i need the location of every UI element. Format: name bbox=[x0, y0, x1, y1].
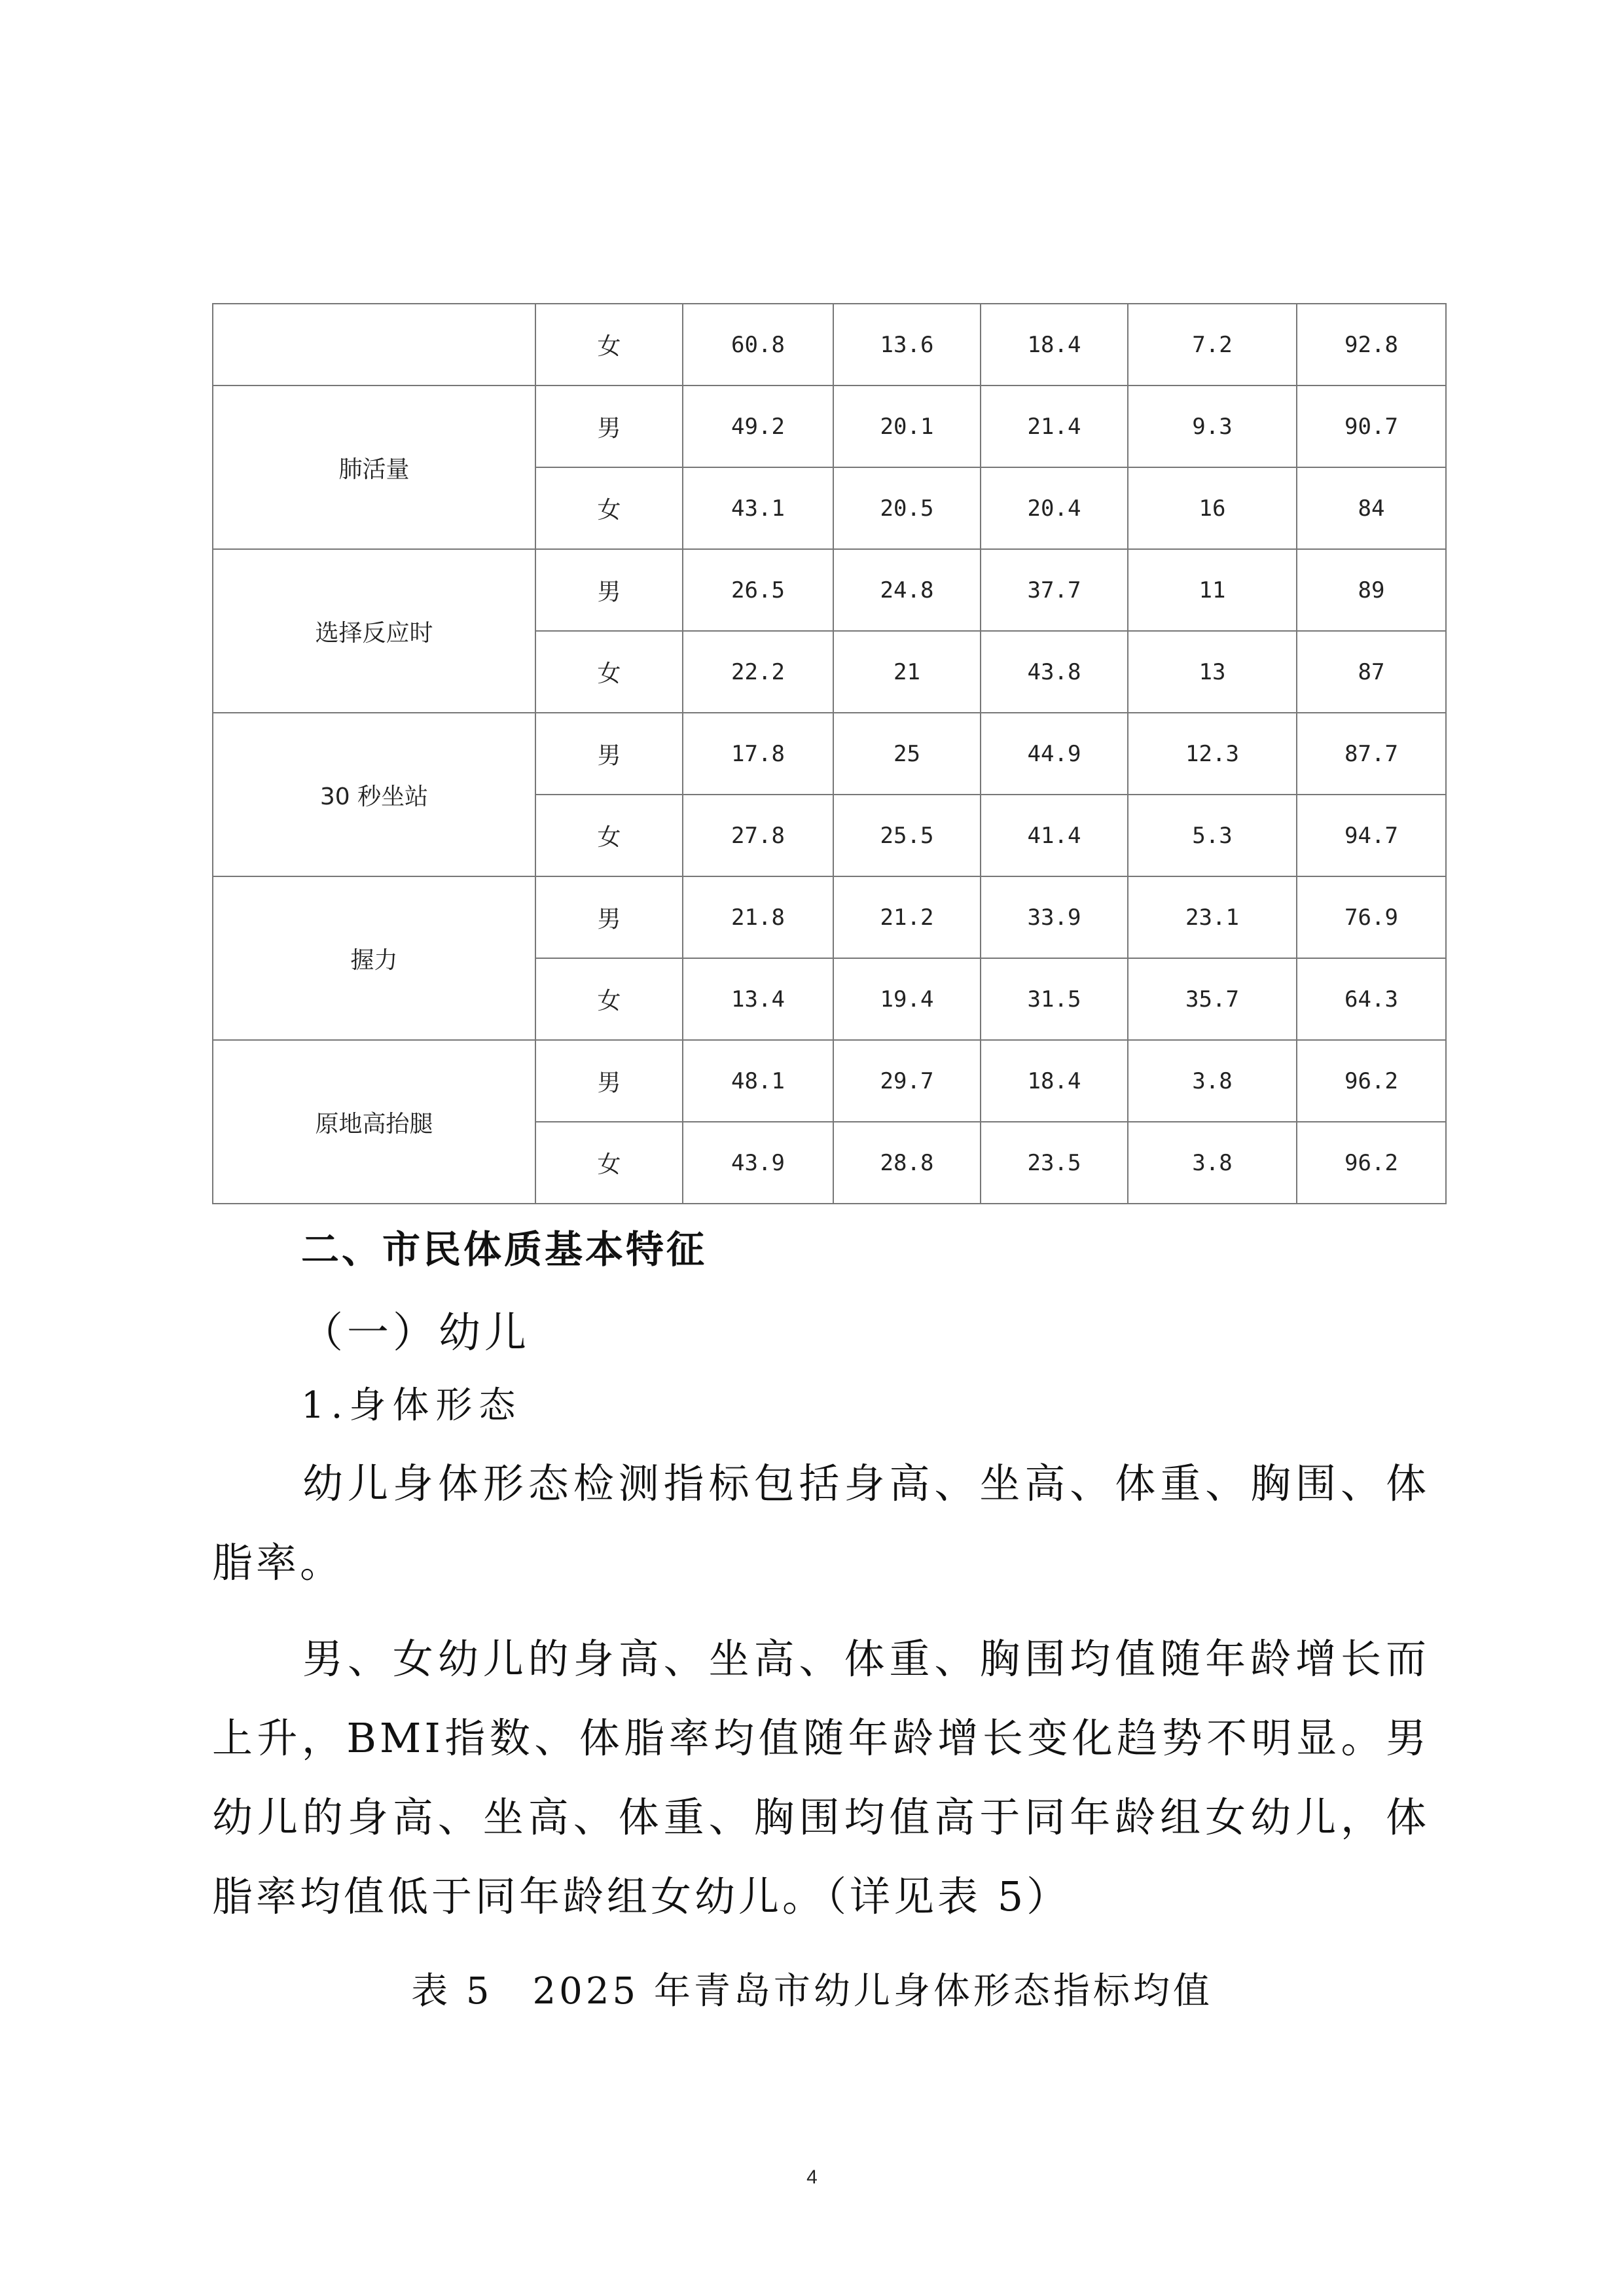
paragraph: 幼儿身体形态检测指标包括身高、坐高、体重、胸围、体脂率。 bbox=[212, 1460, 1430, 1587]
table-cell-value: 20.4 bbox=[981, 467, 1128, 549]
table-cell-value: 25.5 bbox=[833, 795, 981, 876]
table-cell-value: 35.7 bbox=[1128, 958, 1297, 1040]
table-cell-value: 16 bbox=[1128, 467, 1297, 549]
table-cell-value: 43.8 bbox=[981, 631, 1128, 713]
table-cell-sex: 男 bbox=[535, 713, 683, 795]
table-cell-value: 19.4 bbox=[833, 958, 981, 1040]
table-cell-value: 90.7 bbox=[1297, 386, 1446, 467]
table-cell-value: 3.8 bbox=[1128, 1040, 1297, 1122]
table-cell-value: 23.1 bbox=[1128, 876, 1297, 958]
table-cell-value: 3.8 bbox=[1128, 1122, 1297, 1204]
table-cell-value: 25 bbox=[833, 713, 981, 795]
table-cell-sex: 女 bbox=[535, 958, 683, 1040]
table-row bbox=[213, 876, 1446, 958]
table-cell-value: 26.5 bbox=[683, 549, 833, 631]
table-row bbox=[213, 1040, 1446, 1122]
table-cell-value: 17.8 bbox=[683, 713, 833, 795]
table-cell-value: 18.4 bbox=[981, 304, 1128, 386]
table-cell-value: 18.4 bbox=[981, 1040, 1128, 1122]
page-number: 4 bbox=[806, 2166, 818, 2188]
table-cell-category: 选择反应时 bbox=[213, 549, 535, 713]
table-cell-value: 87 bbox=[1297, 631, 1446, 713]
table-cell-value: 49.2 bbox=[683, 386, 833, 467]
table-cell-value: 41.4 bbox=[981, 795, 1128, 876]
table-cell-value: 96.2 bbox=[1297, 1040, 1446, 1122]
table-cell-value: 33.9 bbox=[981, 876, 1128, 958]
table-cell-value: 11 bbox=[1128, 549, 1297, 631]
table-cell-value: 28.8 bbox=[833, 1122, 981, 1204]
table-cell-value: 21.8 bbox=[683, 876, 833, 958]
table-cell-value: 96.2 bbox=[1297, 1122, 1446, 1204]
table-cell-value: 27.8 bbox=[683, 795, 833, 876]
table-cell-category: 30 秒坐站 bbox=[213, 713, 535, 876]
table-cell-value: 60.8 bbox=[683, 304, 833, 386]
table-cell-value: 22.2 bbox=[683, 631, 833, 713]
table-caption: 表 5 2025 年青岛市幼儿身体形态指标均值 bbox=[411, 1970, 1213, 2013]
table-body bbox=[213, 304, 1446, 1204]
table-row bbox=[213, 549, 1446, 631]
table-cell-value: 13.6 bbox=[833, 304, 981, 386]
table-cell-value: 87.7 bbox=[1297, 713, 1446, 795]
table-cell-sex: 女 bbox=[535, 795, 683, 876]
table-row bbox=[213, 386, 1446, 467]
table-cell-sex: 男 bbox=[535, 1040, 683, 1122]
table-cell-value: 21.2 bbox=[833, 876, 981, 958]
table-cell-value: 13.4 bbox=[683, 958, 833, 1040]
table-cell-value: 21 bbox=[833, 631, 981, 713]
table-cell-value: 94.7 bbox=[1297, 795, 1446, 876]
table-cell-value: 37.7 bbox=[981, 549, 1128, 631]
table-cell-sex: 女 bbox=[535, 304, 683, 386]
table-cell-value: 21.4 bbox=[981, 386, 1128, 467]
subheading: 1.身体形态 bbox=[301, 1384, 522, 1427]
table-cell-value: 84 bbox=[1297, 467, 1446, 549]
table-cell-sex: 女 bbox=[535, 631, 683, 713]
table-cell-sex: 女 bbox=[535, 1122, 683, 1204]
subsection-heading: （一）幼儿 bbox=[301, 1309, 530, 1357]
table-cell-value: 29.7 bbox=[833, 1040, 981, 1122]
table-cell-sex: 男 bbox=[535, 386, 683, 467]
table-cell-sex: 男 bbox=[535, 549, 683, 631]
table-cell-value: 31.5 bbox=[981, 958, 1128, 1040]
table-cell-value: 9.3 bbox=[1128, 386, 1297, 467]
table-cell-value: 13 bbox=[1128, 631, 1297, 713]
table-cell-sex: 女 bbox=[535, 467, 683, 549]
table-cell-value: 43.1 bbox=[683, 467, 833, 549]
table-cell-value: 64.3 bbox=[1297, 958, 1446, 1040]
table-cell-value: 48.1 bbox=[683, 1040, 833, 1122]
table-cell-value: 89 bbox=[1297, 549, 1446, 631]
table-cell-value: 12.3 bbox=[1128, 713, 1297, 795]
table-cell-value: 24.8 bbox=[833, 549, 981, 631]
table-cell-value: 43.9 bbox=[683, 1122, 833, 1204]
table-cell-category: 肺活量 bbox=[213, 386, 535, 549]
table-cell-value: 76.9 bbox=[1297, 876, 1446, 958]
table-cell-category: 握力 bbox=[213, 876, 535, 1040]
table-cell-value: 44.9 bbox=[981, 713, 1128, 795]
section-heading: 二、市民体质基本特征 bbox=[301, 1227, 708, 1272]
table-cell-value: 20.1 bbox=[833, 386, 981, 467]
table-row bbox=[213, 304, 1446, 386]
table-cell-value: 20.5 bbox=[833, 467, 981, 549]
table-cell-value: 5.3 bbox=[1128, 795, 1297, 876]
paragraph: 男、女幼儿的身高、坐高、体重、胸围均值随年龄增长而上升，BMI指数、体脂率均值随年龄增长变化趋势不明显。男幼儿的身高、坐高、体重、胸围均值高于同年龄组女幼儿，体脂率均值低于同年龄组女幼儿。（详见表 5） bbox=[212, 1635, 1430, 1920]
data-table bbox=[212, 303, 1447, 1204]
table-cell-value: 92.8 bbox=[1297, 304, 1446, 386]
table-cell-empty bbox=[213, 304, 535, 386]
table-cell-value: 23.5 bbox=[981, 1122, 1128, 1204]
table-cell-sex: 男 bbox=[535, 876, 683, 958]
table-row bbox=[213, 713, 1446, 795]
table-cell-value: 7.2 bbox=[1128, 304, 1297, 386]
table-cell-category: 原地高抬腿 bbox=[213, 1040, 535, 1204]
